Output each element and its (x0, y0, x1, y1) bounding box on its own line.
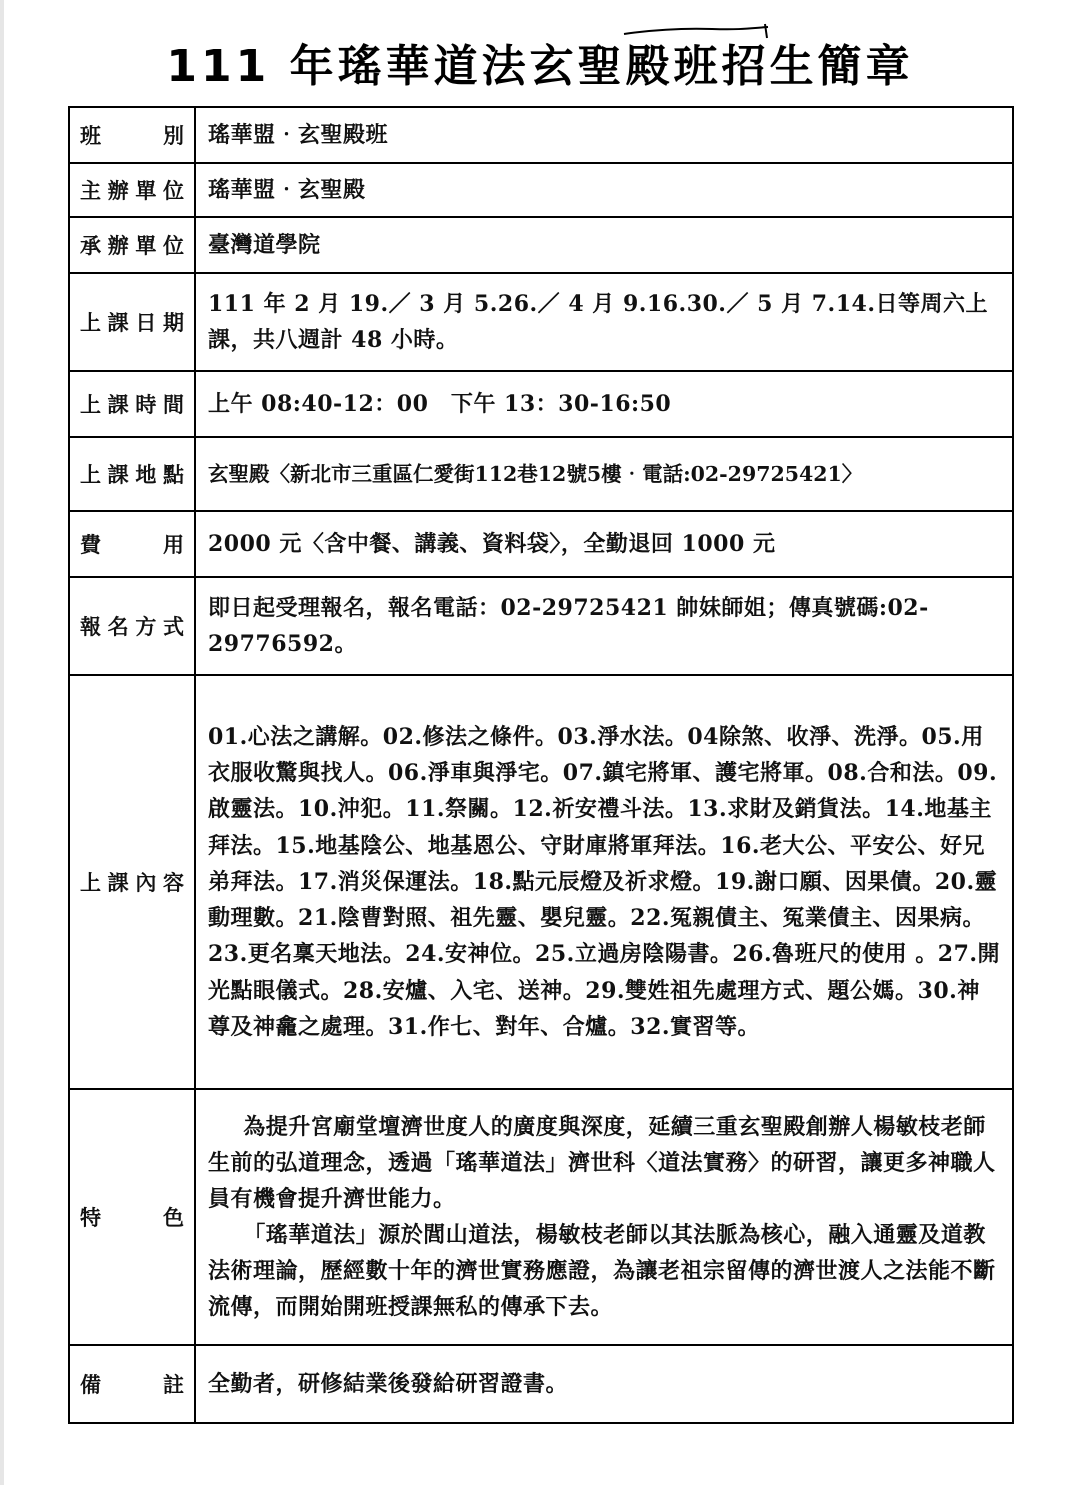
label-registration: 報 名 方 式 (69, 577, 195, 675)
row-features (69, 1089, 1013, 1345)
value-class: 瑤華盟‧玄聖殿班 (195, 107, 1013, 163)
row-location (69, 437, 1013, 511)
features-paragraph-2: 「瑤華道法」源於閭山道法，楊敏枝老師以其法脈為核心，融入通靈及道教法術理論，歷經數十年的濟世實務應證，為讓老祖宗留傳的濟世渡人之法能不斷流傳，而開始開班授課無私的傳承下去。 (208, 1222, 996, 1320)
value-time: 上午 08:40-12：00 下午 13：30-16:50 (195, 371, 1013, 437)
value-co-organizer: 臺灣道學院 (195, 217, 1013, 273)
row-registration (69, 577, 1013, 675)
pen-scribble-mark (622, 22, 772, 42)
label-time: 上 課 時 間 (69, 371, 195, 437)
page-title: 111 年瑤華道法玄聖殿班招生簡章 (166, 41, 914, 92)
label-co-organizer: 承 辦 單 位 (69, 217, 195, 273)
page-edge (0, 0, 4, 1485)
row-dates (69, 273, 1013, 371)
value-content: 01.心法之講解。02.修法之條件。03.淨水法。04除煞、收淨、洗淨。05.用衣服收驚與找人。06.淨車與淨宅。07.鎮宅將軍、護宅將軍。08.合和法。09.啟靈法。10.沖犯。11.祭關。12.祈安禮斗法。13.求財及銷貨法。14.地基主拜法。15.地基陰公、地基恩公、守財庫將軍拜法。16.老大公、平安公、好兄弟拜法。17.消災保運法。18.點元辰燈及祈求燈。19.謝口願、因果債。20.靈動理數。21.陰曹對照、祖先靈、嬰兒靈。22.冤親債主、冤業債主、因果病。23.更名稟天地法。24.安神位。25.立過房陰陽書。26.魯班尺的使用 。27.開光點眼儀式。28.安爐、入宅、送神。29.雙姓祖先處理方式、題公媽。30.神尊及神龕之處理。31.作七、對年、合爐。32.實習等。 (195, 675, 1013, 1089)
label-class: 班 別 (69, 107, 195, 163)
value-location: 玄聖殿〈新北市三重區仁愛街112巷12號5樓‧電話:02-29725421〉 (195, 437, 1013, 511)
label-features: 特 色 (69, 1089, 195, 1345)
features-paragraph-1: 為提升宮廟堂壇濟世度人的廣度與深度，延續三重玄聖殿創辦人楊敏枝老師生前的弘道理念，透過「瑤華道法」濟世科〈道法實務〉的研習，讓更多神職人員有機會提升濟世能力。 (208, 1114, 996, 1212)
value-dates: 111 年 2 月 19.／ 3 月 5.26.／ 4 月 9.16.30.／ 5 月 7.14.日等周六上課，共八週計 48 小時。 (195, 273, 1013, 371)
row-remarks (69, 1345, 1013, 1423)
row-class (69, 107, 1013, 163)
label-location: 上 課 地 點 (69, 437, 195, 511)
label-content: 上 課 內 容 (69, 675, 195, 1089)
row-fee (69, 511, 1013, 577)
row-co-organizer (69, 217, 1013, 273)
value-organizer: 瑤華盟‧玄聖殿 (195, 163, 1013, 217)
value-fee: 2000 元〈含中餐、講義、資料袋〉，全勤退回 1000 元 (195, 511, 1013, 577)
label-organizer: 主 辦 單 位 (69, 163, 195, 217)
value-features (195, 1089, 1013, 1345)
label-remarks: 備 註 (69, 1345, 195, 1423)
label-fee: 費 用 (69, 511, 195, 577)
label-dates: 上 課 日 期 (69, 273, 195, 371)
row-organizer (69, 163, 1013, 217)
enrollment-table (68, 106, 1014, 1424)
value-remarks: 全勤者，研修結業後發給研習證書。 (195, 1345, 1013, 1423)
row-time (69, 371, 1013, 437)
row-content (69, 675, 1013, 1089)
value-registration: 即日起受理報名，報名電話：02-29725421 帥妹師姐；傳真號碼:02-29776592。 (195, 577, 1013, 675)
